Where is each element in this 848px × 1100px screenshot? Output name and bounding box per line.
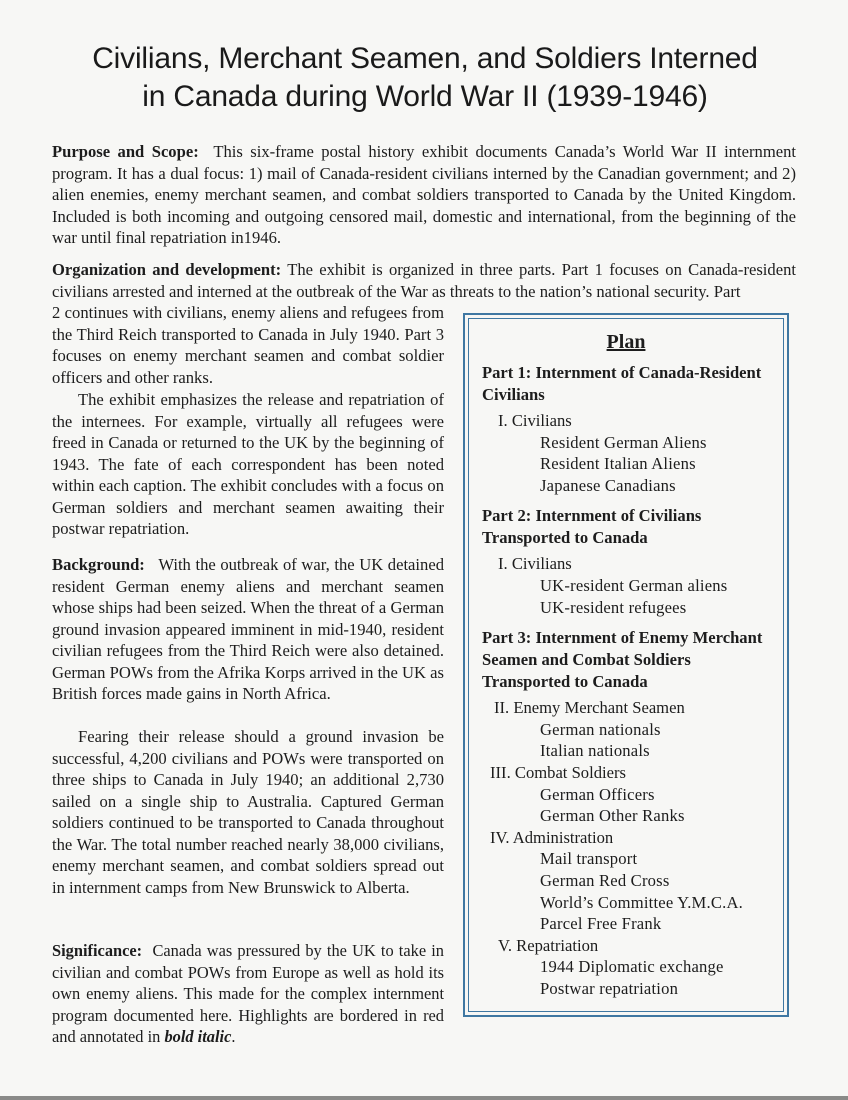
organization-paragraph	[52, 259, 796, 302]
plan-list	[482, 362, 782, 999]
plan-item: German Other Ranks	[540, 806, 685, 826]
plan-item: Resident Italian Aliens	[540, 454, 696, 474]
purpose-heading: Purpose and Scope:	[52, 142, 199, 161]
organization-continued	[52, 302, 444, 388]
emphasis-text: The exhibit emphasizes the release and repatriation of the internees. For example, virtually all refugees were freed in Canada or returned to the UK by the beginning of 1943. The fate of each correspondent has been noted within each caption. The exhibit concludes with a focus on German soldiers and merchant seamen awaiting their postwar repatriation.	[52, 390, 444, 538]
plan-item: Resident German Aliens	[540, 432, 707, 452]
significance-end: .	[231, 1027, 236, 1046]
background-heading: Background:	[52, 555, 145, 574]
significance-emphasis: bold italic	[164, 1027, 232, 1046]
plan-box	[463, 313, 789, 1017]
plan-item: German Red Cross	[540, 870, 670, 890]
plan-part-1-heading: Part 1: Internment of Canada-Resident Civilians	[482, 363, 762, 404]
plan-section: V. Repatriation	[498, 935, 599, 955]
purpose-text: This six-frame postal history exhibit documents Canada’s World War II internment program. It has a dual focus: 1) mail of Canada-resident civilians interned by the Canadian government; and 2) alien enemies, enemy merchant seamen, and combat soldiers transported to Canada by the United Kingdom. Included is both incoming and outgoing censored mail, domestic and international, from the beginning of the war until final repatriation in1946.	[52, 142, 796, 247]
plan-part-3-heading: Part 3: Internment of Enemy Merchant Seamen and Combat Soldiers Transported to Canada	[482, 628, 763, 692]
title-line-1: Civilians, Merchant Seamen, and Soldiers Interned	[92, 42, 758, 75]
plan-title: Plan	[606, 331, 646, 353]
emphasis-paragraph	[52, 389, 444, 540]
title-line-2: in Canada during World War II (1939-1946)	[142, 80, 708, 113]
significance-paragraph	[52, 940, 444, 1048]
page-title	[40, 40, 810, 116]
organization-heading: Organization and development:	[52, 260, 282, 279]
plan-item: Postwar repatriation	[540, 978, 679, 998]
plan-item: German nationals	[540, 719, 661, 739]
plan-part-2-heading: Part 2: Internment of Civilians Transported to Canada	[482, 506, 702, 548]
background-paragraph-2	[52, 726, 444, 898]
plan-section: II. Enemy Merchant Seamen	[494, 698, 685, 718]
background-text-2: Fearing their release should a ground invasion be successful, 4,200 civilians and POWs were transported on three ships to Canada in July 1940; an additional 2,730 sailed on a single ship to Australia. Captured German soldiers continued to be transported to Canada throughout the War. The total number reached nearly 38,000 civilians, enemy merchant seamen, and combat soldiers spread out in internment camps from New Brunswick to Alberta.	[52, 727, 444, 897]
plan-item: Parcel Free Frank	[540, 914, 662, 934]
significance-heading: Significance:	[52, 941, 143, 960]
purpose-paragraph	[52, 141, 796, 249]
plan-item: Mail transport	[540, 849, 638, 869]
plan-item: UK-resident German aliens	[540, 575, 728, 595]
plan-item: Italian nationals	[540, 741, 650, 761]
page-bottom-edge	[0, 1096, 848, 1100]
plan-section: I. Civilians	[498, 554, 572, 574]
plan-item: Japanese Canadians	[540, 475, 676, 495]
significance-text: Canada was pressured by the UK to take in civilian and combat POWs from Europe as well as hold its own enemy aliens. This made for the complex internment program documented here. Highlights are bordered in red and annotated in	[52, 941, 444, 1046]
plan-item: 1944 Diplomatic exchange	[540, 957, 724, 977]
plan-section: IV. Administration	[490, 827, 614, 847]
organization-text: The exhibit is organized in three parts. Part 1 focuses on Canada-resident civilians arrested and interned at the outbreak of the War as threats to the nation’s national security. Part	[52, 260, 796, 301]
plan-section: I. Civilians	[498, 411, 572, 430]
plan-box-inner-border	[468, 318, 784, 1012]
organization-text-col: 2 continues with civilians, enemy aliens and refugees from the Third Reich transported to Canada in July 1940. Part 3 focuses on enemy merchant seamen and combat soldier officers and other ranks.	[52, 303, 444, 387]
plan-section: III. Combat Soldiers	[490, 762, 626, 782]
plan-item: World’s Committee Y.M.C.A.	[540, 892, 743, 912]
background-paragraph	[52, 554, 444, 705]
plan-item: German Officers	[540, 784, 655, 804]
plan-item: UK-resident refugees	[540, 597, 687, 617]
background-text: With the outbreak of war, the UK detained resident German enemy aliens and merchant seamen whose ships had been seized. When the threat of a German ground invasion appeared imminent in mid-1940, resident civilian refugees from the Third Reich were also detained. German POWs from the Afrika Korps arrived in the UK as British forces made gains in North Africa.	[52, 555, 444, 703]
